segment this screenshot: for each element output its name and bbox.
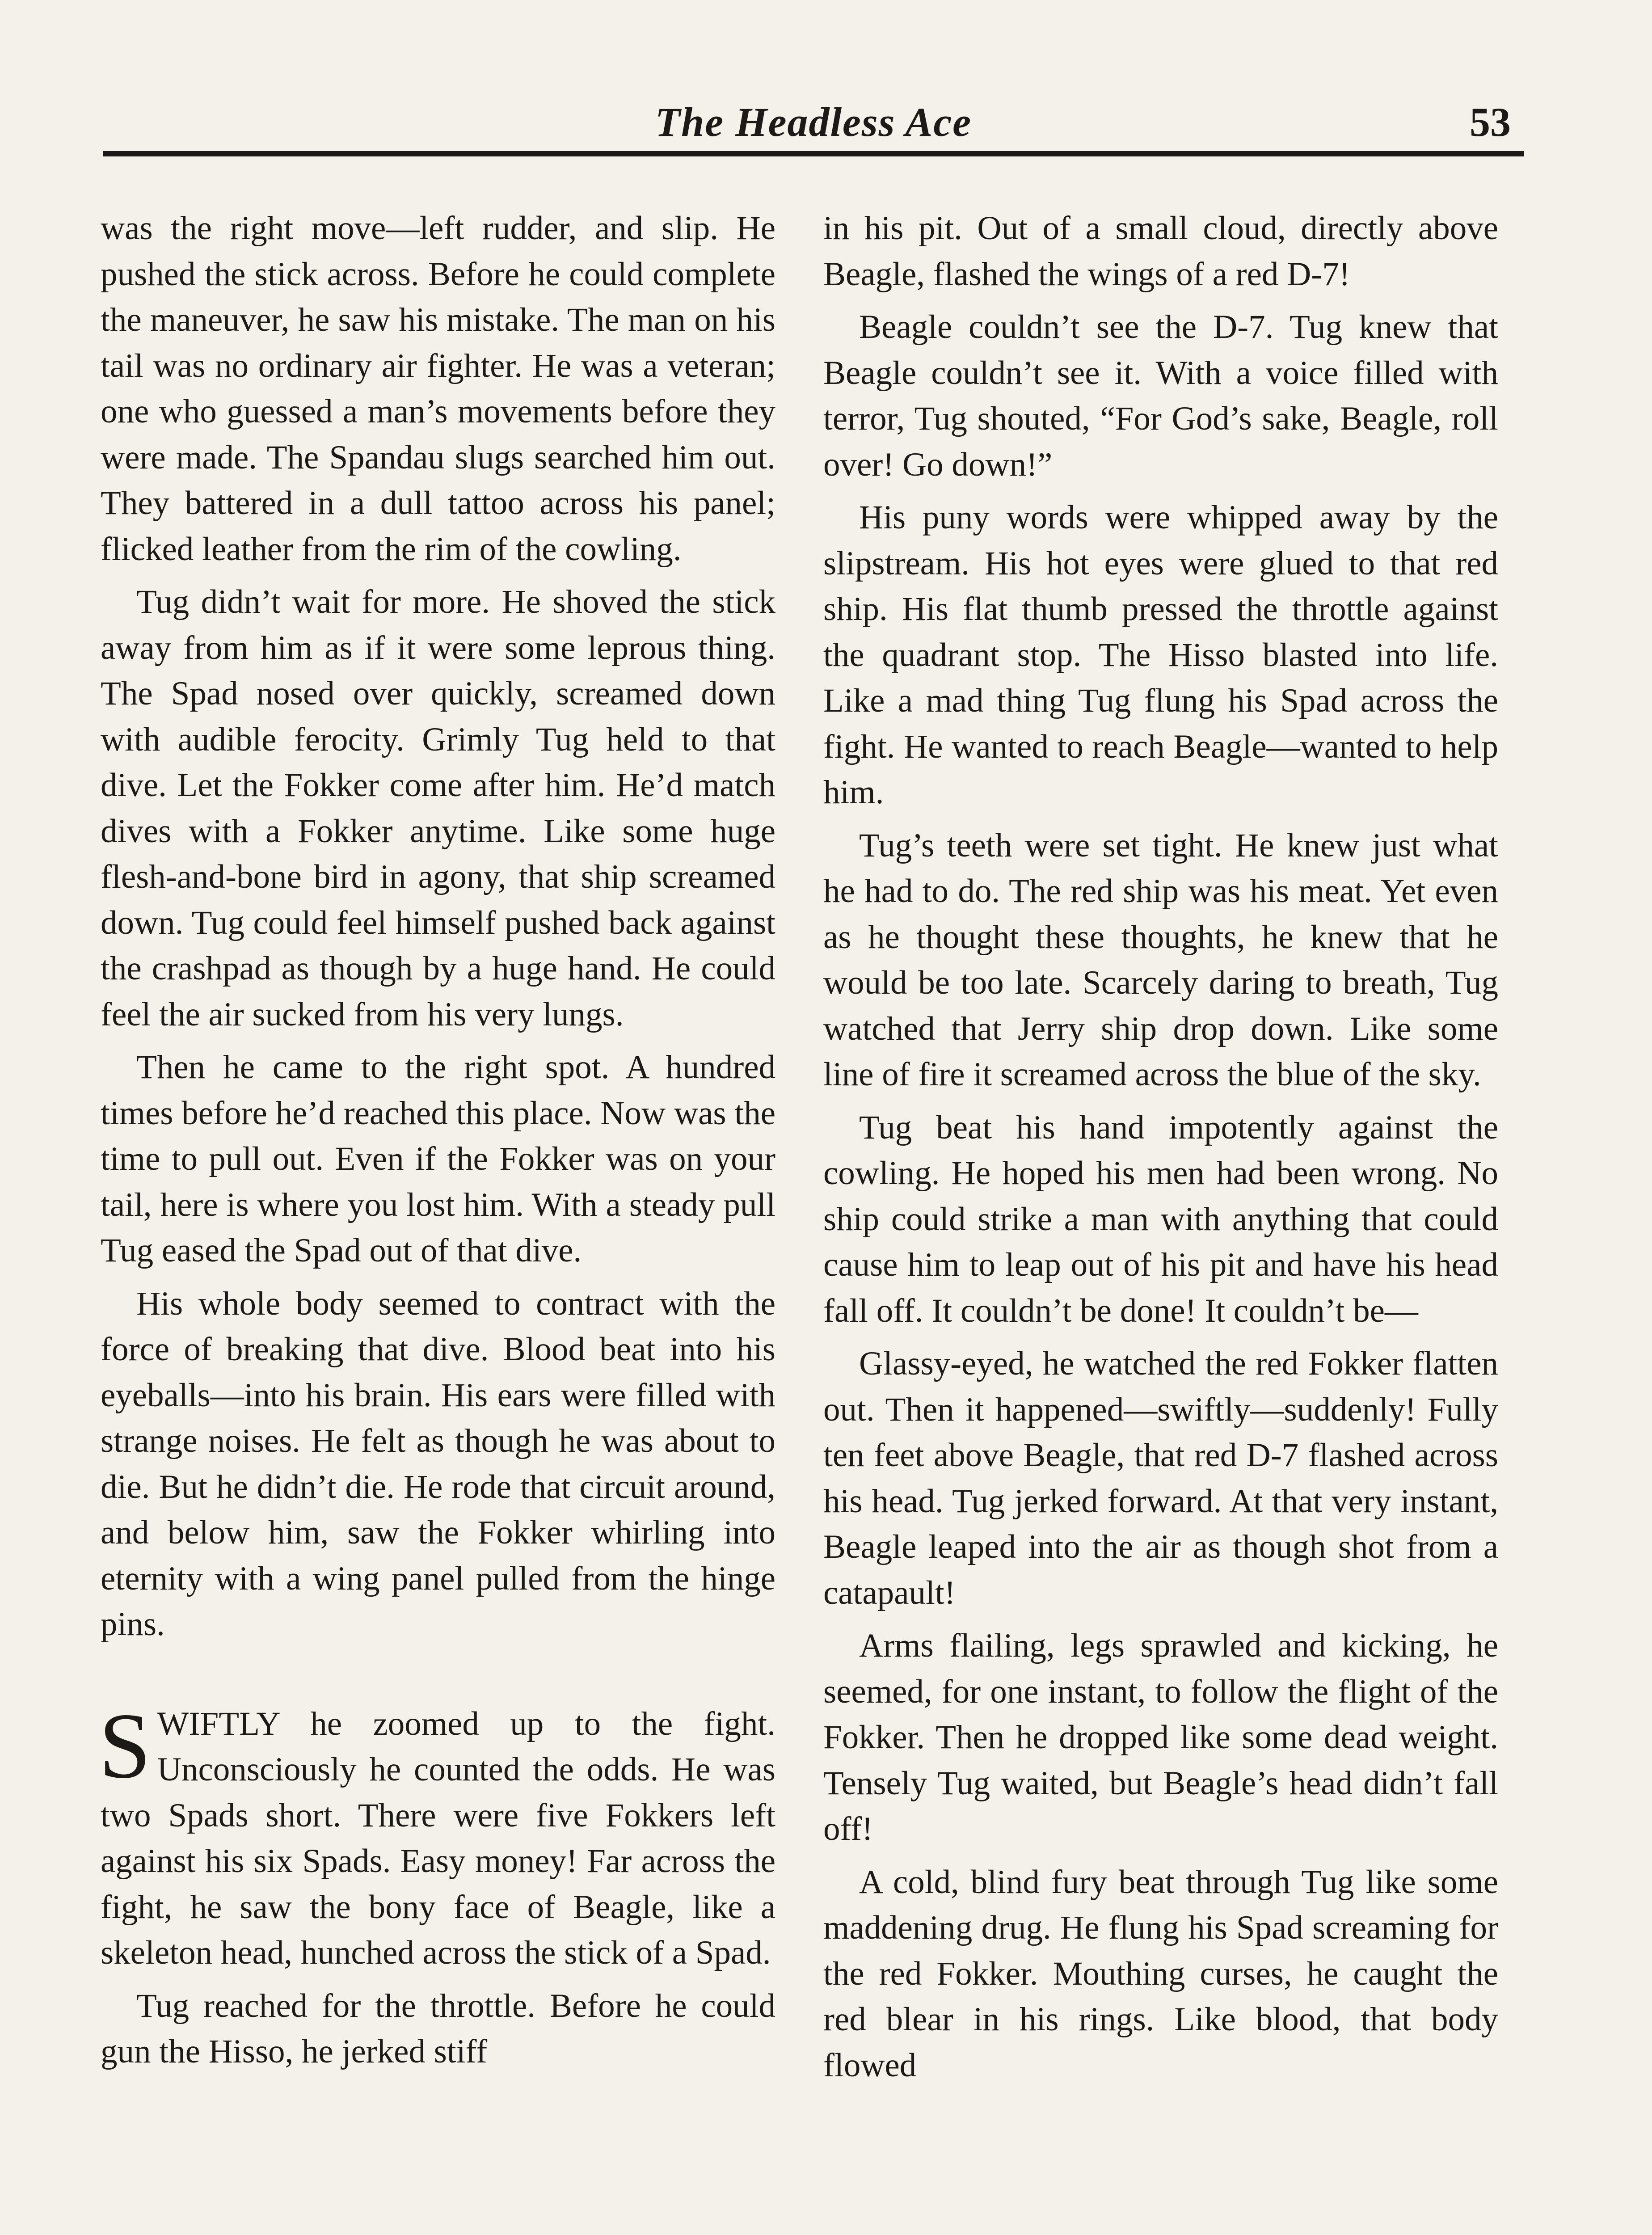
paragraph: was the right move—left rudder, and slip. He pushed the stick across. Before he could complete the maneuver, he saw his mistake. The man on his tail was no ordinary air fighter. He was a veteran; one who guessed a man’s movements before they were made. The Spandau slugs searched him out. They battered in a dull tattoo across his panel; flicked leather from the rim of the cowling. (101, 210, 775, 568)
paragraph: His puny words were whipped away by the slipstream. His hot eyes were glued to that red ship. His flat thumb pressed the throttle against the quadrant stop. The Hisso blasted into life. Like a mad thing Tug flung his Spad across the fight. He wanted to reach Beagle—wanted to help him. (823, 499, 1498, 811)
paragraph: Beagle couldn’t see the D-7. Tug knew that Beagle couldn’t see it. With a voice filled with terror, Tug shouted, “For God’s sake, Beagle, roll over! Go down!” (823, 308, 1498, 483)
paragraph: Tug beat his hand impotently against the cowling. He hoped his men had been wrong. No ship could strike a man with anything that could cause him to leap out of his pit and have his head fall off. It couldn’t be done! It couldn’t be— (823, 1109, 1498, 1329)
paragraph: His whole body seemed to contract with the force of breaking that dive. Blood beat into his eyeballs—into his brain. His ears were filled with strange noises. He felt as though he was about to die. But he didn’t die. He rode that circuit around, and below him, saw the Fokker whirling into eternity with a wing panel pulled from the hinge pins. (101, 1285, 775, 1643)
running-title: The Headless Ace (655, 99, 972, 145)
header-rule (103, 151, 1524, 156)
paragraph: Glassy-eyed, he watched the red Fokker flatten out. Then it happened—swiftly—suddenly! Fully ten feet above Beagle, that red D-7 flashed across his head. Tug jerked forward. At that very instant, Beagle leaped into the air as though shot from a catapault! (823, 1345, 1498, 1611)
paragraph: Then he came to the right spot. A hundred times before he’d reached this place. Now was the time to pull out. Even if the Fokker was on your tail, here is where you lost him. With a steady pull Tug eased the Spad out of that dive. (101, 1049, 775, 1269)
page-header (103, 89, 1524, 156)
paragraph: A cold, blind fury beat through Tug like some maddening drug. He flung his Spad screaming for the red Fokker. Mouthing curses, he caught the red blear in his rings. Like blood, that body flowed (823, 1863, 1498, 2084)
paragraph: in his pit. Out of a small cloud, directly above Beagle, flashed the wings of a red D-7! (823, 210, 1498, 293)
drop-cap: S (99, 1694, 151, 1798)
section-opening-paragraph (99, 1694, 775, 1976)
right-column (823, 206, 1498, 2096)
paragraph: Tug didn’t wait for more. He shoved the stick away from him as if it were some leprous thing. The Spad nosed over quickly, screamed down with audible ferocity. Grimly Tug held to that dive. Let the Fokker come after him. He’d match dives with a Fokker anytime. Like some huge flesh-and-bone bird in agony, that ship screamed down. Tug could feel himself pushed back against the crashpad as though by a huge hand. He could feel the air sucked from his very lungs. (101, 583, 775, 1033)
paragraph: Tug reached for the throttle. Before he could gun the Hisso, he jerked stiff (101, 1987, 775, 2070)
page-number: 53 (1470, 99, 1511, 145)
left-column (101, 206, 775, 2082)
section-opening-text: WIFTLY he zoomed up to the fight. Unconsciously he counted the odds. He was two Spads short. There were five Fokkers left against his six Spads. Easy money! Far across the fight, he saw the bony face of Beagle, like a skeleton head, hunched across the stick of a Spad. (101, 1705, 775, 1971)
paragraph: Tug’s teeth were set tight. He knew just what he had to do. The red ship was his meat. Yet even as he thought these thoughts, he knew that he would be too late. Scarcely daring to breath, Tug watched that Jerry ship drop down. Like some line of fire it screamed across the blue of the sky. (823, 827, 1498, 1093)
paragraph: Arms flailing, legs sprawled and kicking, he seemed, for one instant, to follow the flight of the Fokker. Then he dropped like some dead weight. Tensely Tug waited, but Beagle’s head didn’t fall off! (823, 1627, 1498, 1847)
